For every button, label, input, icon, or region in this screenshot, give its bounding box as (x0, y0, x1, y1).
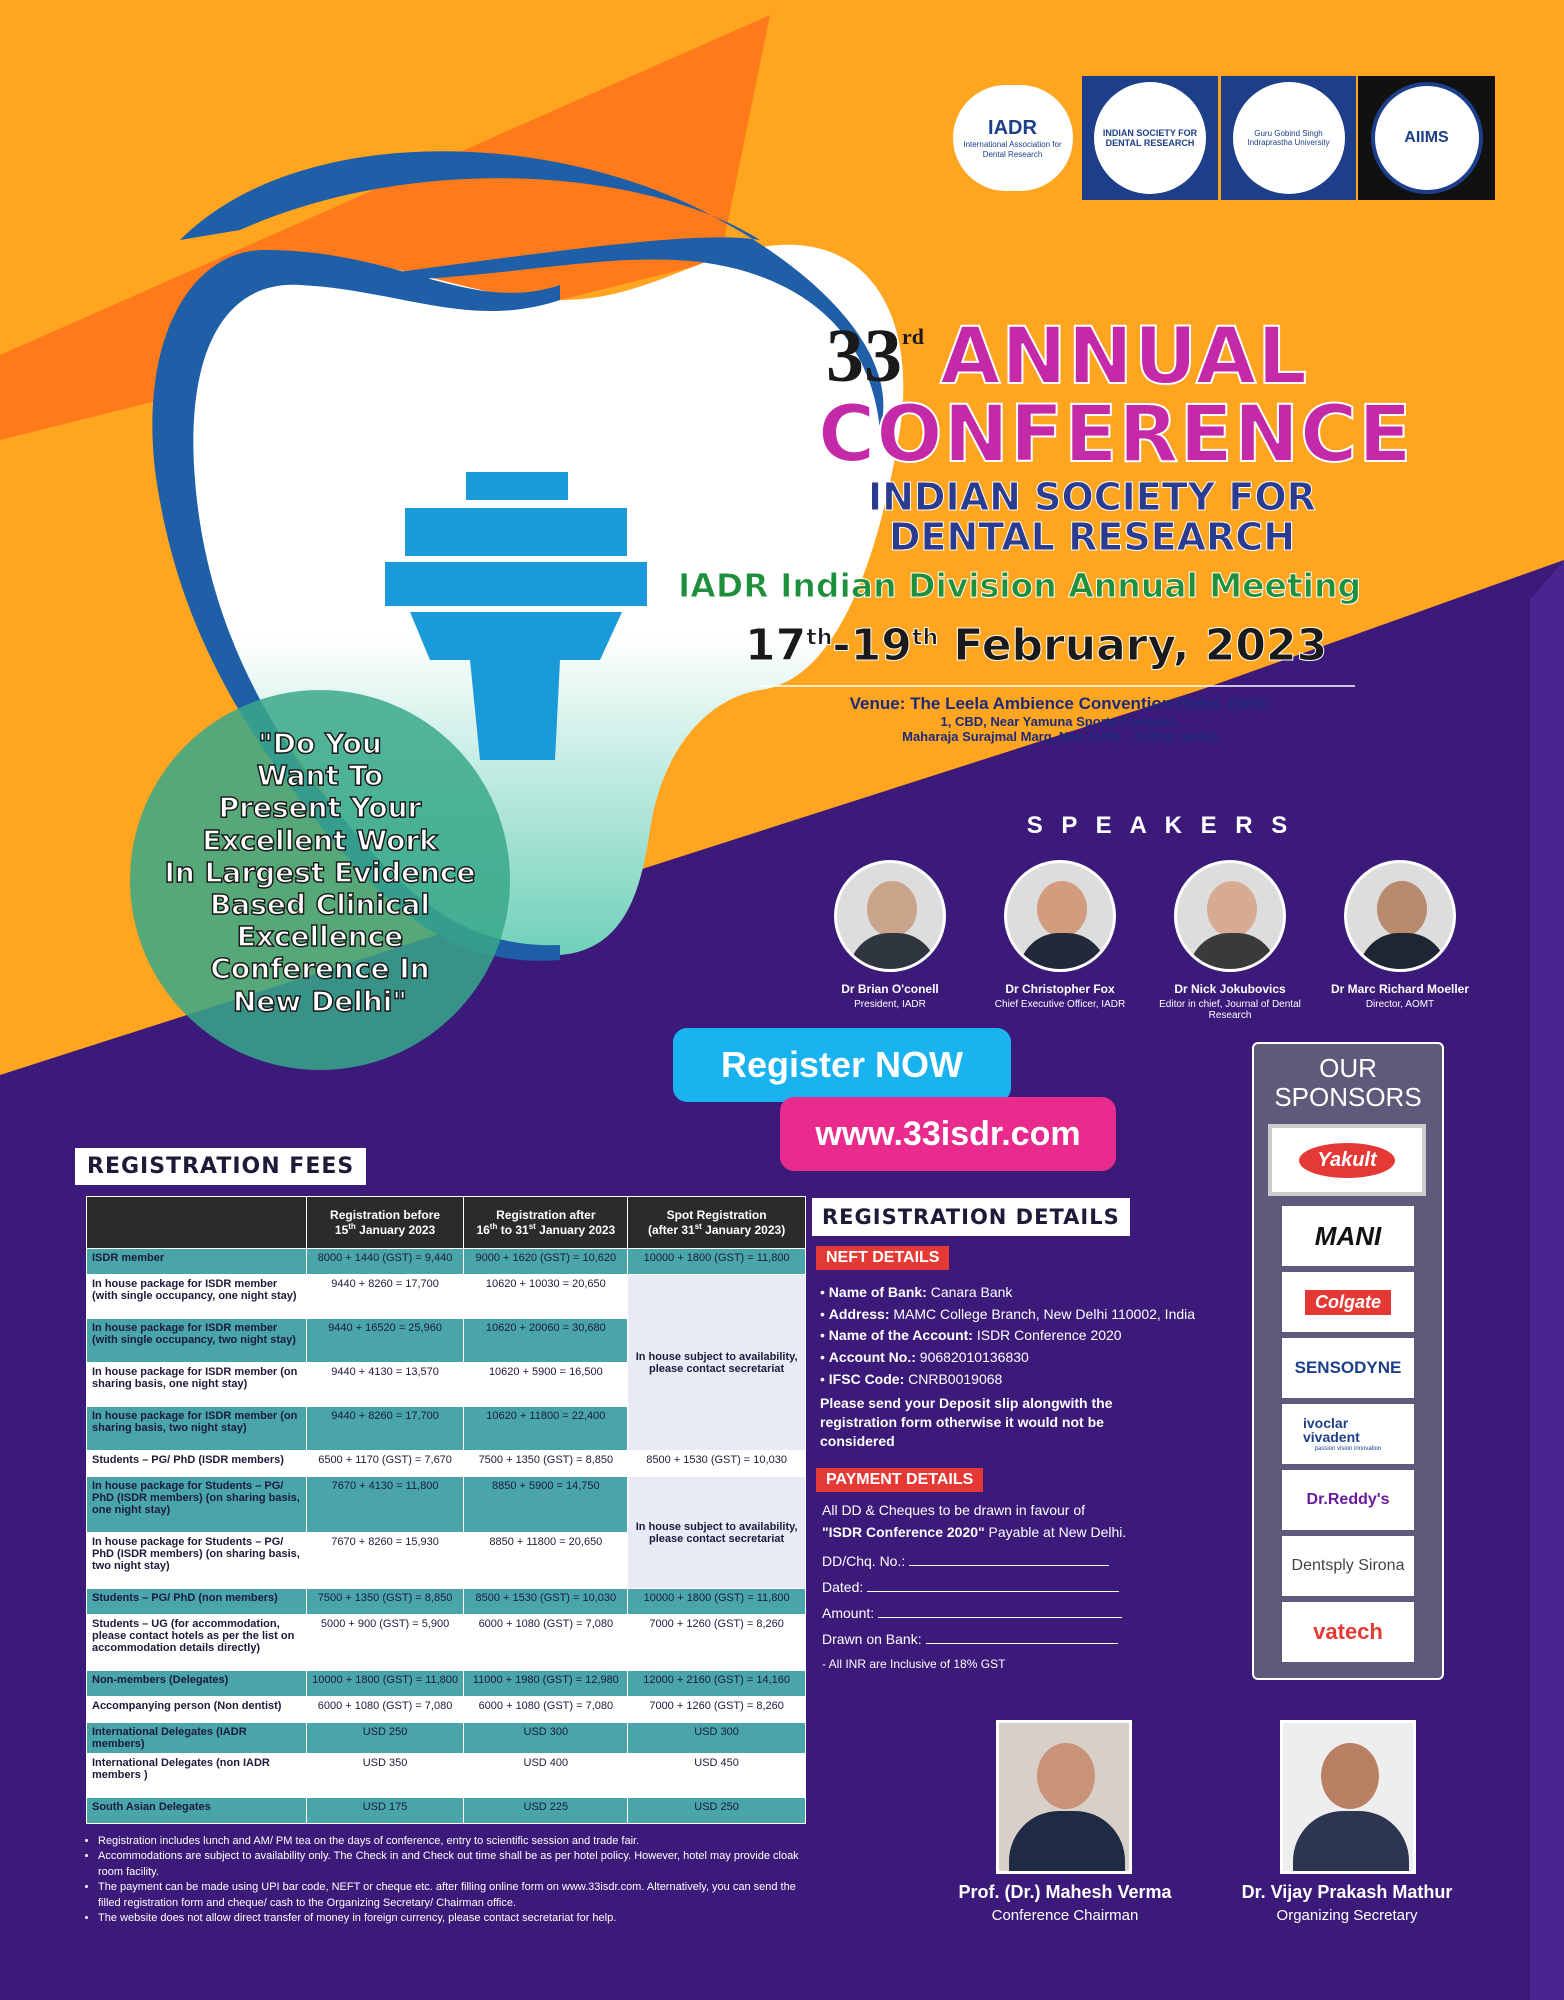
fee-spot: 7000 + 1260 (GST) = 8,260 (628, 1615, 806, 1671)
speaker-name: Dr Brian O'conell (841, 982, 939, 996)
fee-spot: 7000 + 1260 (GST) = 8,260 (628, 1697, 806, 1723)
dd-number-field (822, 1549, 1172, 1575)
fees-notes (98, 1834, 804, 1926)
fee-after: 10620 + 10030 = 20,650 (464, 1275, 628, 1319)
speaker-role: Director, AOMT (1365, 999, 1435, 1010)
promo-line: Conference In (210, 952, 430, 986)
header-sup: th (489, 1222, 498, 1231)
fee-spot: USD 300 (628, 1723, 806, 1754)
title-annual: ANNUAL (940, 312, 1308, 402)
sponsor-ivoclar-logo (1282, 1404, 1414, 1464)
speaker-card (1140, 860, 1320, 1021)
header-text: (after 31 (648, 1223, 695, 1237)
sponsor-yakult-logo (1268, 1124, 1426, 1196)
header-text: Spot Registration (666, 1208, 767, 1222)
address-line: • Address: MAMC College Branch, New Delhi 110002, India (820, 1305, 1196, 1322)
speaker-photo (834, 860, 946, 972)
background-edge (1530, 560, 1564, 2000)
neft-details (820, 1282, 1220, 1451)
row-label: South Asian Delegates (87, 1798, 307, 1824)
row-label: In house package for ISDR member (on sharing basis, two night stay) (87, 1407, 307, 1451)
header-text: 15 (334, 1223, 349, 1237)
promo-line: Want To (256, 759, 384, 793)
fees-header-before (306, 1197, 464, 1249)
fees-note: • The payment can be made using UPI bar code, NEFT or cheque etc. after filling online form on www.33isdr.com. Alternatively, you can send the filled registration form and cheque/ cash to the Organizing Secretary/ Chairman office. (98, 1880, 804, 1911)
field-key: Name of Bank: (828, 1284, 927, 1300)
payment-line: All DD & Cheques to be drawn in favour of (822, 1502, 1086, 1518)
table-row (87, 1615, 806, 1671)
promo-line: "Do You (258, 727, 382, 760)
fees-table (86, 1196, 806, 1824)
isdr-logo (1082, 76, 1218, 200)
society-name (812, 475, 1372, 559)
field-value: MAMC College Branch, New Delhi 110002, India (889, 1305, 1196, 1322)
header-text: Registration after (496, 1208, 596, 1222)
row-label: ISDR member (87, 1249, 307, 1275)
website-link[interactable]: www.33isdr.com (780, 1097, 1116, 1171)
iadr-logo-sub: International Association for Dental Research (963, 140, 1062, 159)
iadr-logo-title: IADR (988, 117, 1037, 140)
secretary-photo (1280, 1720, 1416, 1874)
field-label: Amount: (822, 1605, 875, 1622)
fee-before: 7670 + 8260 = 15,930 (306, 1533, 464, 1589)
header-text: 16 (476, 1223, 490, 1237)
drawn-on-bank-field (822, 1627, 1172, 1653)
fee-after: 8850 + 5900 = 14,750 (464, 1477, 628, 1533)
fee-after: 9000 + 1620 (GST) = 10,620 (464, 1249, 628, 1275)
field-label: DD/Chq. No.: (822, 1553, 906, 1570)
edition-number (826, 314, 924, 398)
sponsor-mani-logo: MANI (1282, 1206, 1414, 1266)
official-name: Prof. (Dr.) Mahesh Verma (958, 1882, 1172, 1902)
registration-details-heading: REGISTRATION DETAILS (812, 1198, 1130, 1236)
table-row (87, 1798, 806, 1824)
fee-after: 7500 + 1350 (GST) = 8,850 (464, 1451, 628, 1477)
speaker-role: Editor in chief, Journal of Dental Research (1159, 999, 1301, 1021)
header-sup: st (528, 1222, 536, 1231)
ggsipu-logo-text: Guru Gobind Singh Indraprastha University (1233, 82, 1345, 194)
fill-line (926, 1643, 1118, 1644)
row-label: International Delegates (non IADR members ) (87, 1754, 307, 1798)
row-label: In house package for ISDR member (with single occupancy, two night stay) (87, 1319, 307, 1363)
speaker-name: Dr Nick Jokubovics (1174, 982, 1286, 996)
fees-header-spot (628, 1197, 806, 1249)
speaker-role: Chief Executive Officer, IADR (994, 999, 1126, 1010)
speaker-photo (1004, 860, 1116, 972)
fee-before: 6000 + 1080 (GST) = 7,080 (306, 1697, 464, 1723)
fees-note: • The website does not allow direct transfer of money in foreign currency, please contact secretariat for help. (98, 1911, 804, 1926)
header-text: January 2023) (701, 1223, 786, 1237)
venue (760, 694, 1360, 744)
amount-field (822, 1601, 1172, 1627)
fee-before: 5000 + 900 (GST) = 5,900 (306, 1615, 464, 1671)
society-name-line2: DENTAL RESEARCH (888, 514, 1296, 559)
date-sup1: th (806, 625, 833, 651)
ifsc-line: • IFSC Code: CNRB0019068 (820, 1370, 1003, 1387)
row-label: In house package for ISDR member (on sharing basis, one night stay) (87, 1363, 307, 1407)
fees-table-wrap (86, 1196, 806, 1824)
field-key: Address: (828, 1305, 890, 1322)
sponsors-heading-line1: OUR (1319, 1053, 1377, 1083)
date-month-year: February, 2023 (938, 620, 1328, 671)
sponsor-name: ivoclar vivadent (1303, 1415, 1360, 1445)
date-day2: -19 (832, 620, 912, 671)
payment-location: Payable at New Delhi. (984, 1523, 1127, 1540)
header-text: Registration before (330, 1208, 441, 1222)
header-text: January 2023 (355, 1223, 436, 1237)
official-role: Organizing Secretary (1276, 1907, 1418, 1924)
fee-spot: 10000 + 1800 (GST) = 11,800 (628, 1249, 806, 1275)
date-day1: 17 (745, 620, 807, 671)
speaker-card (1310, 860, 1490, 1010)
gst-note: - All INR are Inclusive of 18% GST (822, 1656, 1006, 1671)
speaker-card (970, 860, 1150, 1010)
row-label: Non-members (Delegates) (87, 1671, 307, 1697)
implant-cap (466, 472, 568, 500)
venue-line2: 1, CBD, Near Yamuna Sports Complex, (940, 714, 1180, 729)
field-value: CNRB0019068 (904, 1370, 1003, 1387)
fee-after: 8500 + 1530 (GST) = 10,030 (464, 1589, 628, 1615)
fees-header-after (464, 1197, 628, 1249)
implant-collar (385, 562, 647, 606)
field-value: 90682010136830 (915, 1349, 1029, 1366)
field-label: Drawn on Bank: (822, 1631, 922, 1648)
fee-before: 6500 + 1170 (GST) = 7,670 (306, 1451, 464, 1477)
fee-spot: 10000 + 1800 (GST) = 11,800 (628, 1589, 806, 1615)
table-row (87, 1249, 806, 1275)
promo-line: New Delhi" (233, 984, 407, 1018)
payment-payee: "ISDR Conference 2020" (822, 1523, 985, 1540)
fee-before: 8000 + 1440 (GST) = 9,440 (306, 1249, 464, 1275)
secretary-info (1222, 1882, 1472, 1924)
speakers-heading: S P E A K E R S (1026, 812, 1294, 839)
fee-spot: 12000 + 2160 (GST) = 14,160 (628, 1671, 806, 1697)
table-row (87, 1451, 806, 1477)
header-text: to 31 (497, 1223, 529, 1237)
table-row (87, 1754, 806, 1798)
fees-note: • Registration includes lunch and AM/ PM tea on the days of conference, entry to scientific session and trade fair. (98, 1834, 804, 1849)
speaker-name: Dr Christopher Fox (1005, 982, 1115, 996)
fee-after: 6000 + 1080 (GST) = 7,080 (464, 1697, 628, 1723)
fill-line (867, 1591, 1119, 1592)
register-now-button[interactable]: Register NOW (673, 1028, 1011, 1102)
official-role: Conference Chairman (991, 1907, 1139, 1924)
fee-after: 10620 + 11800 = 22,400 (464, 1407, 628, 1451)
sponsors-heading (1254, 1054, 1442, 1111)
edition-number-value: 33 (826, 314, 902, 398)
table-row (87, 1275, 806, 1319)
event-date (745, 620, 1327, 671)
row-label: Accompanying person (Non dentist) (87, 1697, 307, 1723)
account-name-line: • Name of the Account: ISDR Conference 2020 (820, 1327, 1122, 1344)
registration-fees-heading: REGISTRATION FEES (75, 1148, 366, 1185)
header-sup: st (694, 1222, 702, 1231)
row-label: Students – PG/ PhD (ISDR members) (87, 1451, 307, 1477)
dated-field (822, 1575, 1172, 1601)
header-text: January 2023 (535, 1223, 616, 1237)
payment-details (822, 1500, 1172, 1674)
field-key: IFSC Code: (828, 1370, 905, 1387)
speaker-card (800, 860, 980, 1010)
payment-line (822, 1522, 1172, 1544)
promo-text (140, 728, 500, 1018)
field-key: Account No.: (828, 1349, 916, 1366)
fee-before: USD 250 (306, 1723, 464, 1754)
fees-note: • Accommodations are subject to availability only. The Check in and Check out time shall be as per hotel policy. However, hotel may provide cloak room facility. (98, 1849, 804, 1880)
fee-after: 8850 + 11800 = 20,650 (464, 1533, 628, 1589)
promo-line: Excellence (236, 920, 404, 954)
speaker-photo (1174, 860, 1286, 972)
sponsor-tagline: passion vision innovation (1314, 1446, 1382, 1452)
chairman-info (940, 1882, 1190, 1924)
speaker-photo (1344, 860, 1456, 972)
fee-spot: 8500 + 1530 (GST) = 10,030 (628, 1451, 806, 1477)
implant-abutment (405, 508, 627, 556)
edition-ordinal: rd (902, 324, 924, 349)
row-label: Students – PG/ PhD (non members) (87, 1589, 307, 1615)
spot-note: In house subject to availability, please contact secretariat (628, 1275, 806, 1451)
venue-line3: Maharaja Surajmal Marg, New Delhi - 110032 (India) (902, 729, 1218, 744)
meeting-title: IADR Indian Division Annual Meeting (678, 566, 1362, 605)
title-conference: CONFERENCE (818, 390, 1413, 480)
neft-details-tag: NEFT DETAILS (816, 1246, 949, 1270)
field-value: ISDR Conference 2020 (972, 1327, 1122, 1344)
field-label: Dated: (822, 1579, 864, 1596)
promo-line: In Largest Evidence (164, 855, 476, 889)
aiims-logo-text: AIIMS (1371, 82, 1483, 194)
fee-before: USD 350 (306, 1754, 464, 1798)
fee-before: USD 175 (306, 1798, 464, 1824)
fees-header-blank (87, 1197, 307, 1249)
row-label: In house package for Students – PG/ PhD (ISDR members) (on sharing basis, one night stay) (87, 1477, 307, 1533)
promo-line: Present Your (218, 791, 422, 825)
fee-after: 11000 + 1980 (GST) = 12,980 (464, 1671, 628, 1697)
fee-spot: USD 250 (628, 1798, 806, 1824)
table-row (87, 1477, 806, 1533)
spot-note: In house subject to availability, please contact secretariat (628, 1477, 806, 1589)
promo-line: Excellent Work (202, 823, 438, 857)
fees-header-row (87, 1197, 806, 1249)
sponsor-name: Yakult (1299, 1143, 1394, 1178)
fill-line (909, 1565, 1109, 1566)
header-sup: th (348, 1222, 356, 1231)
fee-before: 10000 + 1800 (GST) = 11,800 (306, 1671, 464, 1697)
table-row (87, 1697, 806, 1723)
fee-after: USD 225 (464, 1798, 628, 1824)
fee-after: 10620 + 20060 = 30,680 (464, 1319, 628, 1363)
sponsor-name: Colgate (1305, 1290, 1391, 1315)
promo-line: Based Clinical (209, 887, 431, 921)
aiims-logo (1358, 76, 1495, 200)
sponsor-colgate-logo (1282, 1272, 1414, 1332)
fee-after: USD 400 (464, 1754, 628, 1798)
ggsipu-logo (1221, 76, 1356, 200)
fee-before: 9440 + 8260 = 17,700 (306, 1275, 464, 1319)
date-sup2: th (911, 625, 939, 651)
fee-before: 9440 + 8260 = 17,700 (306, 1407, 464, 1451)
fee-before: 7670 + 4130 = 11,800 (306, 1477, 464, 1533)
bank-name-line: • Name of Bank: Canara Bank (820, 1284, 1013, 1300)
chairman-photo (996, 1720, 1132, 1874)
field-value: Canara Bank (926, 1284, 1013, 1300)
fill-line (878, 1617, 1122, 1618)
table-row (87, 1671, 806, 1697)
field-key: Name of the Account: (828, 1327, 973, 1344)
sponsor-dentsply-logo: Dentsply Sirona (1282, 1536, 1414, 1596)
fee-spot: USD 450 (628, 1754, 806, 1798)
table-row (87, 1723, 806, 1754)
isdr-logo-text: INDIAN SOCIETY FOR DENTAL RESEARCH (1094, 82, 1206, 194)
speaker-role: President, IADR (854, 999, 926, 1010)
sponsor-drreddys-logo: Dr.Reddy's (1282, 1470, 1414, 1530)
table-row (87, 1589, 806, 1615)
payment-details-tag: PAYMENT DETAILS (816, 1468, 983, 1492)
row-label: In house package for Students – PG/ PhD (ISDR members) (on sharing basis, two night stay) (87, 1533, 307, 1589)
iadr-logo (950, 76, 1075, 200)
row-label: Students – UG (for accommodation, please contact hotels as per the list on accommodation details directly) (87, 1615, 307, 1671)
fee-before: 9440 + 16520 = 25,960 (306, 1319, 464, 1363)
sponsors-heading-line2: SPONSORS (1274, 1081, 1422, 1112)
fee-after: USD 300 (464, 1723, 628, 1754)
speaker-name: Dr Marc Richard Moeller (1330, 982, 1470, 996)
fee-before: 7500 + 1350 (GST) = 8,850 (306, 1589, 464, 1615)
row-label: International Delegates (IADR members) (87, 1723, 307, 1754)
society-name-line1: INDIAN SOCIETY FOR (868, 475, 1316, 519)
account-number-line: • Account No.: 90682010136830 (820, 1349, 1029, 1366)
fee-before: 9440 + 4130 = 13,570 (306, 1363, 464, 1407)
sponsor-vatech-logo: vatech (1282, 1602, 1414, 1662)
deposit-note: Please send your Deposit slip alongwith the registration form otherwise it would not be considered (820, 1395, 1113, 1450)
row-label: In house package for ISDR member (with single occupancy, one night stay) (87, 1275, 307, 1319)
fee-after: 6000 + 1080 (GST) = 7,080 (464, 1615, 628, 1671)
sponsor-sensodyne-logo: SENSODYNE (1282, 1338, 1414, 1398)
fee-after: 10620 + 5900 = 16,500 (464, 1363, 628, 1407)
venue-line1: Venue: The Leela Ambience Convention Hotel, Delhi (849, 694, 1271, 713)
official-name: Dr. Vijay Prakash Mathur (1241, 1882, 1453, 1902)
